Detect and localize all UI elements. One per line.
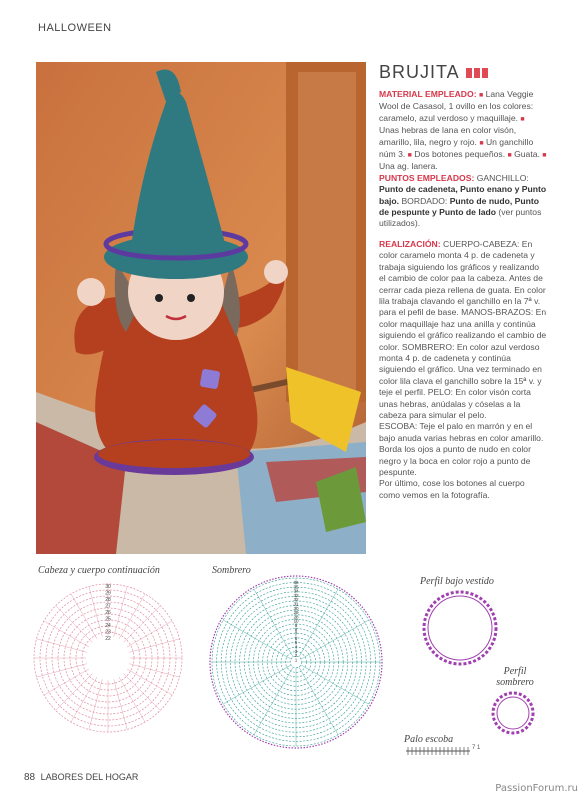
row-number: 28 bbox=[293, 614, 299, 620]
materials-paragraph bbox=[379, 89, 547, 230]
perfil-sombrero-title: Perfil sombrero bbox=[496, 666, 534, 688]
bullet-icon: ■ bbox=[507, 152, 512, 160]
row-number: 29 bbox=[105, 590, 111, 597]
palo-marks: 7 1 bbox=[472, 745, 481, 751]
pattern-title: BRUJITA bbox=[379, 62, 460, 82]
cabeza-diagram-title: Cabeza y cuerpo continuación bbox=[38, 565, 160, 576]
material-item: Guata. bbox=[514, 149, 540, 160]
botones-text: Por último, cose los botones al cuerpo como vemos en la fotografía. bbox=[379, 478, 525, 500]
magazine-name: LABORES DEL HOGAR bbox=[40, 772, 139, 782]
instructions-column bbox=[379, 62, 547, 510]
row-number: 23 bbox=[105, 629, 111, 636]
row-number: 27 bbox=[105, 603, 111, 610]
material-item: Lana Veggie Wool de Casasol, 1 ovillo en los colores: caramelo, azul verdoso y maquillaje. bbox=[379, 89, 534, 123]
page-footer bbox=[24, 772, 138, 783]
row-number: 25 bbox=[105, 616, 111, 623]
ganchillo-label: GANCHILLO: bbox=[476, 172, 529, 183]
bullet-icon: ■ bbox=[407, 152, 412, 160]
row-number: 31 bbox=[293, 601, 299, 607]
row-number: 34 bbox=[293, 588, 299, 594]
row-number: 35 bbox=[293, 584, 299, 590]
perfil-vestido-diagram bbox=[418, 586, 502, 670]
row-number: 1 bbox=[294, 657, 298, 663]
realizacion-label: REALIZACIÓN: bbox=[379, 238, 441, 249]
row-number: 33 bbox=[293, 592, 299, 598]
sombrero-diagram-title: Sombrero bbox=[212, 565, 251, 576]
row-number: 29 bbox=[293, 610, 299, 616]
escoba-text: ESCOBA: Teje el palo en marrón y en el bajo anuda varias hebras en color amarillo. bbox=[379, 421, 544, 443]
row-number: 3 bbox=[294, 648, 298, 654]
pattern-title-row bbox=[379, 62, 547, 83]
row-number: 8 bbox=[294, 627, 298, 633]
sombrero-diagram bbox=[206, 572, 386, 752]
difficulty-icon bbox=[466, 68, 488, 78]
row-number: 4 bbox=[294, 644, 298, 650]
row-number: 30 bbox=[105, 584, 111, 590]
row-number: 6 bbox=[294, 635, 298, 641]
row-number: 24 bbox=[105, 623, 111, 629]
bordado-label: BORDADO: bbox=[401, 195, 448, 206]
row-number: 26 bbox=[105, 610, 111, 616]
row-number: 30 bbox=[293, 605, 299, 611]
row-number: 22 bbox=[105, 636, 111, 642]
row-number: 7 bbox=[294, 631, 298, 637]
witch-photo bbox=[36, 62, 366, 554]
material-item: Una ag. lanera. bbox=[379, 161, 438, 172]
material-item: Unas hebras de lana en color visón, amarillo, lila, negro y rojo. bbox=[379, 125, 517, 147]
bordado-note: (ver puntos utilizados). bbox=[379, 207, 542, 229]
realizacion-paragraph bbox=[379, 239, 547, 501]
watermark: PassionForum.ru bbox=[495, 783, 578, 794]
perfil-vestido-title: Perfil bajo vestido bbox=[420, 576, 494, 587]
bullet-icon: ■ bbox=[520, 115, 525, 123]
materials-label: MATERIAL EMPLEADO: bbox=[379, 89, 477, 99]
bordado-points: Punto de nudo, Punto de pespunte y Punto de lado bbox=[379, 195, 539, 218]
row-number: 2 bbox=[294, 653, 298, 659]
bullet-icon: ■ bbox=[542, 152, 547, 160]
cabeza-diagram bbox=[28, 578, 188, 738]
bullet-icon: ■ bbox=[478, 92, 484, 99]
section-header: HALLOWEEN bbox=[38, 22, 112, 34]
material-item: Un ganchillo núm 3. bbox=[379, 136, 534, 160]
row-number: 9 bbox=[294, 623, 298, 628]
points-label: PUNTOS EMPLEADOS: bbox=[379, 172, 475, 183]
row-number: 32 bbox=[293, 597, 299, 603]
realizacion-text: CUERPO-CABEZA: En color caramelo monta 4 p. de cadeneta y trabaja siguiendo los gráficos y realizando el cambio de color paa la cabeza. Antes de cerrar cada pieza rellena de guata. En color lila trabaja clavando el ganchillo en la 7ª v. para el pefil de base. MANOS-BRAZOS: En color maquillaje haz una anilla y continúa siguiendo el gráfico realizando el cambio de color. SOMBRERO: En color azul verdoso monta 4 p. de cadeneta y continúa siguiendo el gráfico. Una vez terminado en color lila clava el ganchillo sobre la 15ª v. y teje el perfil. PELO: En color visón corta unas hebras, anúdalas y cóselas a la cabeza para simular el pelo. bbox=[379, 238, 547, 420]
perfil-sombrero-diagram bbox=[488, 688, 538, 738]
row-number: 28 bbox=[105, 597, 111, 603]
row-number: 5 bbox=[294, 640, 298, 646]
row-number: 10 bbox=[293, 618, 299, 624]
material-item: Dos botones pequeños. bbox=[414, 149, 506, 160]
page-number: 88 bbox=[24, 772, 36, 783]
palo-escoba-title: Palo escoba bbox=[404, 734, 454, 745]
bullet-icon: ■ bbox=[479, 139, 484, 147]
row-number: 36 bbox=[293, 580, 299, 585]
bordar-text: Borda los ojos a punto de nudo en color negro y la boca en color rojo a punto de pespunte. bbox=[379, 444, 531, 477]
ganchillo-points: Punto de cadeneta, Punto enano y Punto bajo. bbox=[379, 184, 547, 206]
